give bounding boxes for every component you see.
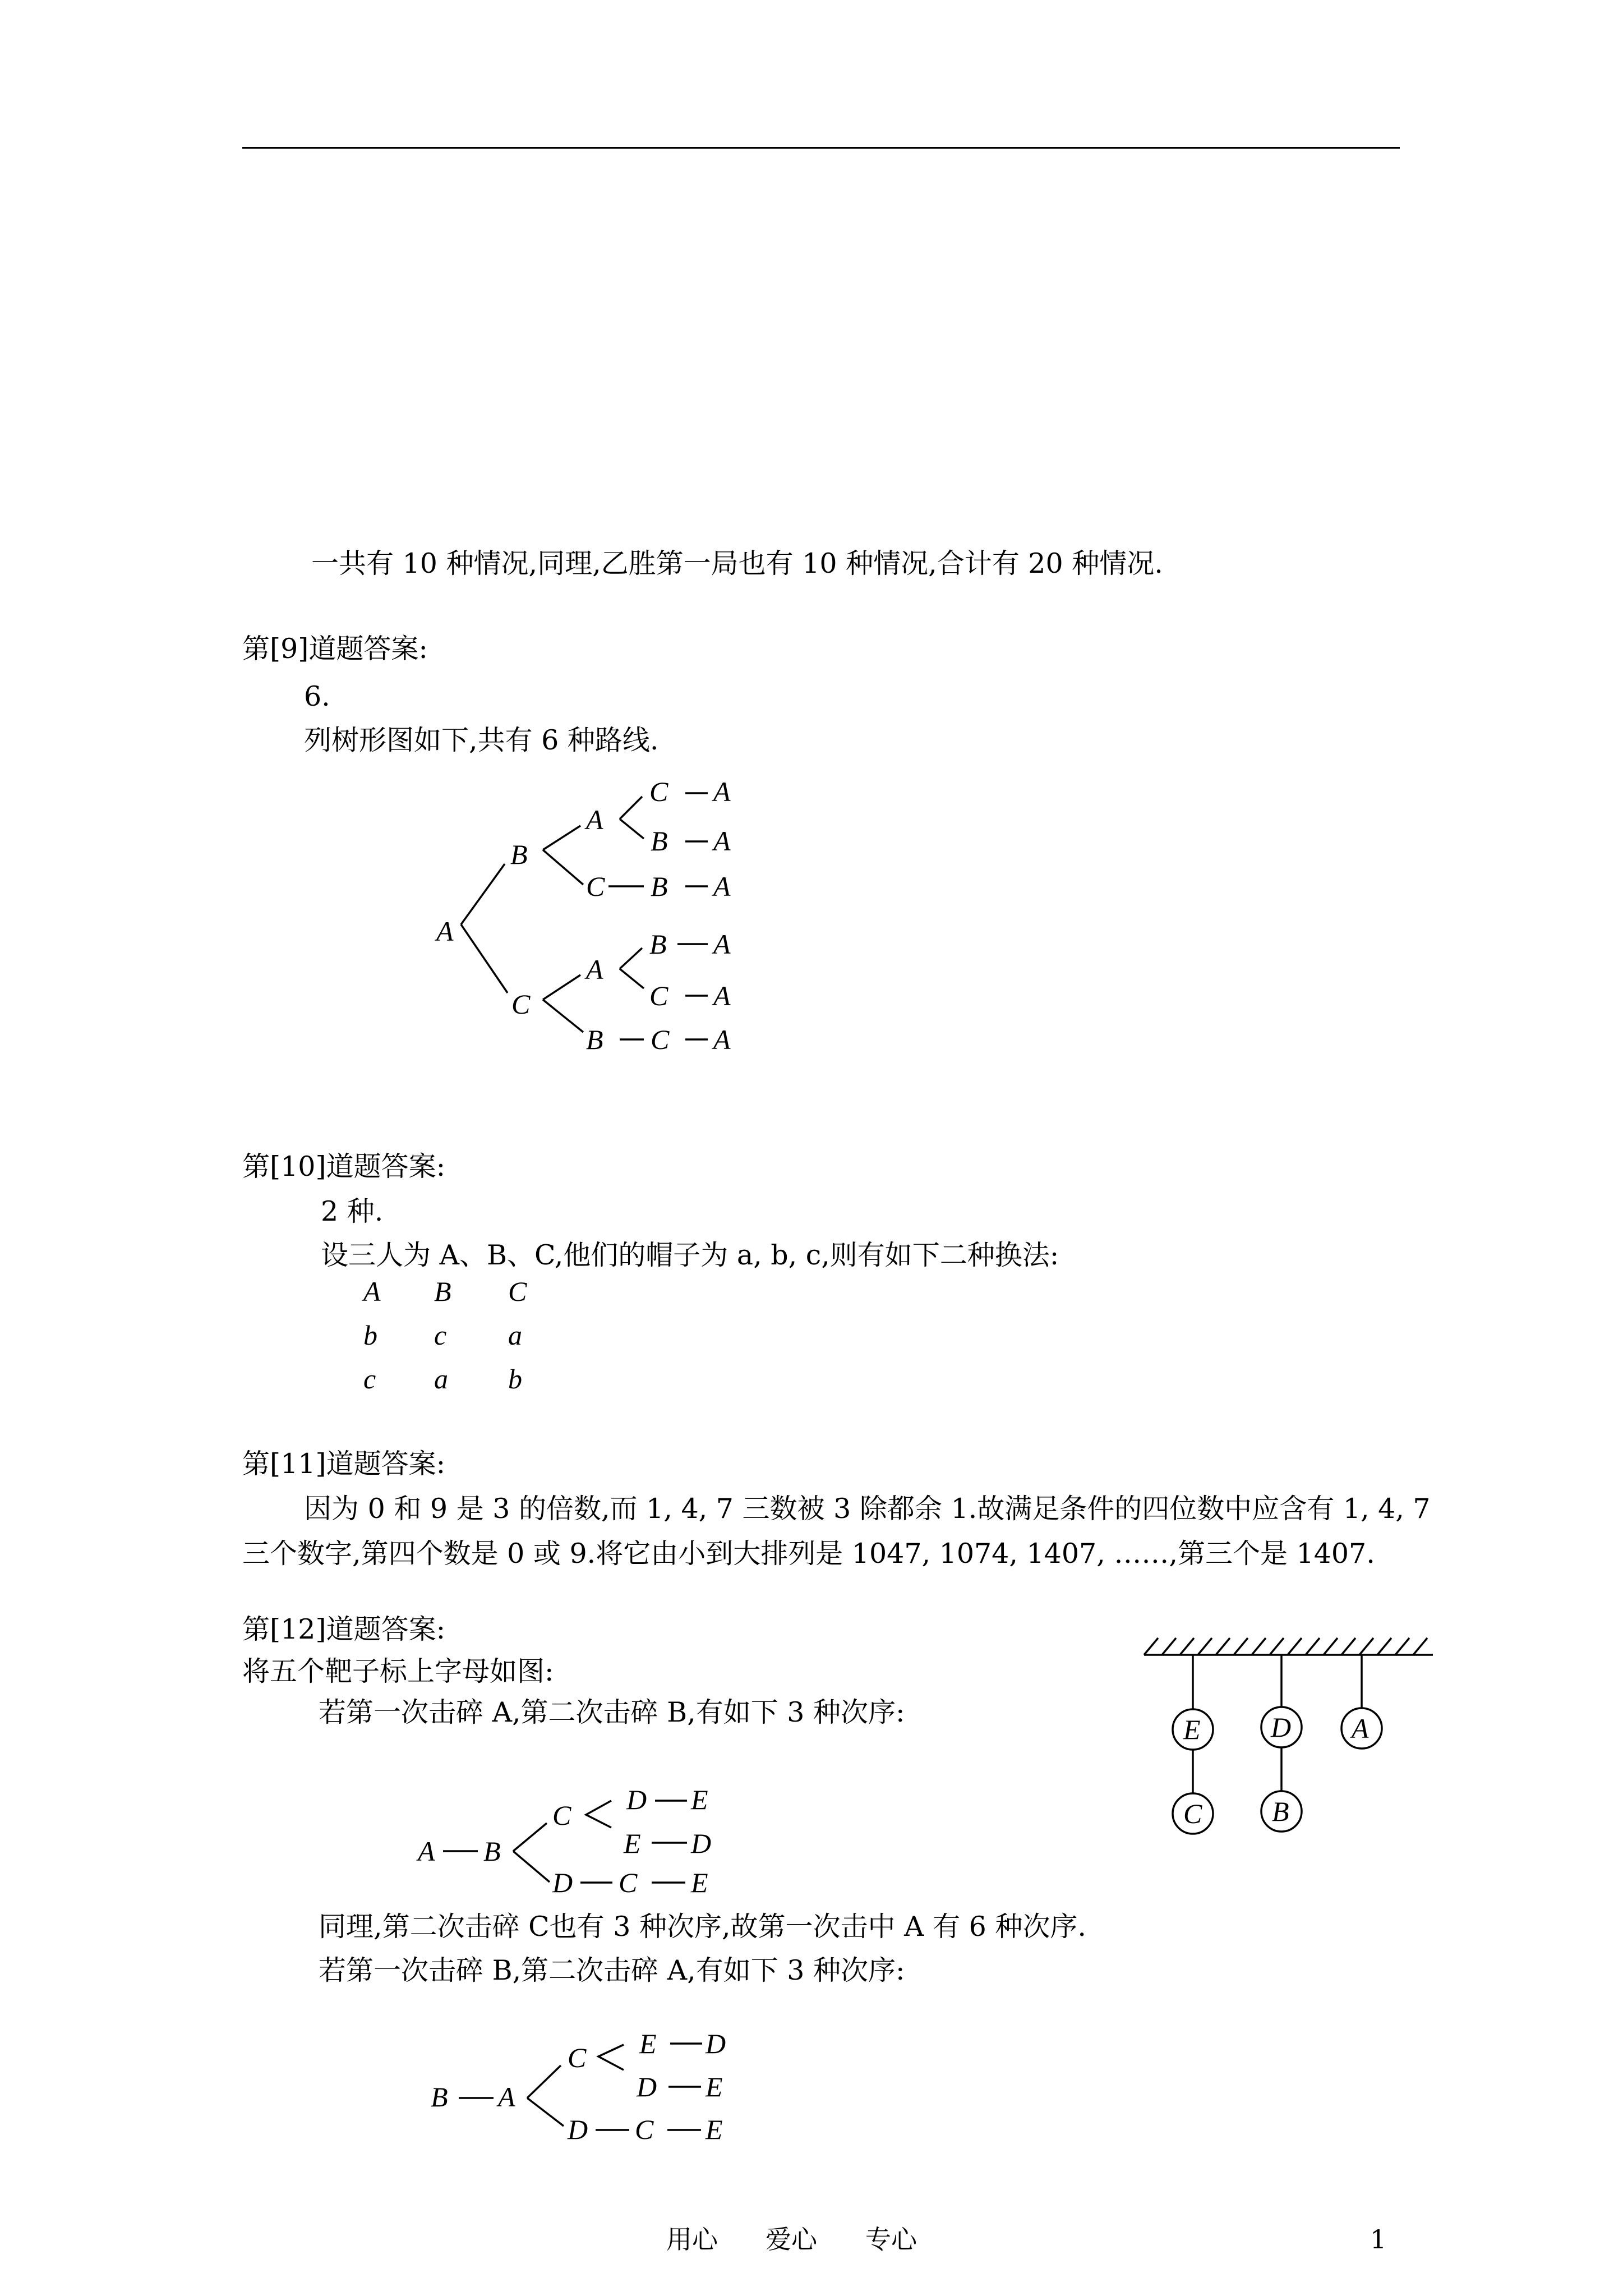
q12-t1-d2: E: [691, 1867, 708, 1898]
table-cell: b: [508, 1363, 522, 1395]
q10-answer: 2 种.: [321, 1195, 384, 1227]
q12-t1-c1b: E: [691, 1784, 708, 1815]
target-b: B: [1272, 1796, 1289, 1827]
q9-heading: 第[9]道题答案:: [242, 633, 428, 665]
q12-line1: 将五个靶子标上字母如图:: [242, 1655, 554, 1687]
q12-t2-second: A: [498, 2081, 515, 2113]
q12-line2: 若第一次击碎 A,第二次击碎 B,有如下 3 种次序:: [319, 1696, 905, 1728]
q12-t2-c2b: E: [706, 2071, 723, 2102]
ceiling-hatch: [1144, 1638, 1427, 1655]
q9-root: A: [436, 915, 454, 947]
table-cell: c: [434, 1319, 447, 1351]
q12-tree-1: [416, 1784, 711, 1898]
targets-diagram: [1144, 1638, 1433, 1834]
q12-tree-2: [431, 2028, 726, 2145]
q9-leaf-1b: A: [713, 776, 731, 807]
q12-t2-c1a: E: [639, 2028, 657, 2059]
footer-middle: 爱心: [766, 2224, 817, 2254]
q12-t1-c1a: D: [626, 1784, 647, 1815]
q11-line2: 三个数字,第四个数是 0 或 9.将它由小到大排列是 1047, 1074, 1407, ……,第三个是 1407.: [242, 1538, 1375, 1570]
q9-leaf-4b: A: [713, 928, 731, 960]
q9-leaf-2a: B: [651, 825, 668, 857]
q12-line4: 若第一次击碎 B,第二次击碎 A,有如下 3 种次序:: [319, 1954, 905, 1986]
q9-leaf-5a: C: [649, 980, 668, 1011]
q9-node-c: C: [511, 988, 531, 1020]
target-d: D: [1271, 1711, 1292, 1743]
q12-t1-c2a: E: [624, 1828, 641, 1859]
intro-line: 一共有 10 种情况,同理,乙胜第一局也有 10 种情况,合计有 20 种情况.: [311, 547, 1163, 579]
q12-heading: 第[12]道题答案:: [242, 1613, 446, 1645]
q12-line3: 同理,第二次击碎 C也有 3 种次序,故第一次击中 A 有 6 种次序.: [319, 1911, 1086, 1943]
table-row: [363, 1275, 588, 1309]
footer-right: 专心: [865, 2224, 917, 2254]
target-e: E: [1183, 1714, 1201, 1745]
q9-leaf-6b: A: [713, 1024, 731, 1055]
table-cell: B: [434, 1276, 451, 1307]
q12-t2-c2a: D: [637, 2071, 657, 2102]
q9-leaf-6a: C: [651, 1024, 670, 1055]
table-cell: A: [363, 1276, 381, 1307]
q9-explanation: 列树形图如下,共有 6 种路线.: [304, 724, 659, 756]
q11-line1: 因为 0 和 9 是 3 的倍数,而 1, 4, 7 三数被 3 除都余 1.故满足条件的四位数中应含有 1, 4, 7: [304, 1493, 1431, 1525]
q9-leaf-3a: B: [651, 871, 668, 902]
table-cell: c: [363, 1363, 376, 1395]
footer-left: 用心: [666, 2224, 718, 2254]
table-cell: a: [508, 1319, 522, 1351]
q12-t2-d2: E: [706, 2114, 723, 2145]
target-a: A: [1352, 1713, 1369, 1744]
q11-heading: 第[11]道题答案:: [242, 1448, 446, 1480]
q12-t1-d: D: [552, 1867, 573, 1898]
table-cell: b: [363, 1319, 377, 1351]
q12-t2-d1: C: [635, 2114, 654, 2145]
q12-t1-c: C: [552, 1800, 571, 1831]
q12-t1-c2b: D: [691, 1828, 712, 1859]
q10-explanation: 设三人为 A、B、C,他们的帽子为 a, b, c,则有如下二种换法:: [321, 1239, 1059, 1271]
q9-leaf-2b: A: [713, 825, 731, 857]
q9-answer: 6.: [304, 680, 330, 712]
q9-node-ca: A: [586, 954, 603, 985]
q9-node-ba: A: [586, 804, 603, 835]
q12-t2-c1b: D: [706, 2028, 726, 2059]
q12-t1-first: A: [418, 1835, 435, 1867]
q9-leaf-3b: A: [713, 871, 731, 902]
q12-t1-second: B: [483, 1835, 501, 1867]
target-c: C: [1183, 1798, 1202, 1829]
q12-t1-d1: C: [619, 1867, 638, 1898]
table-row: [363, 1319, 588, 1352]
table-cell: C: [508, 1276, 527, 1307]
q9-leaf-1a: C: [649, 776, 668, 807]
q12-t2-first: B: [431, 2081, 448, 2113]
q9-leaf-4a: B: [649, 928, 667, 960]
table-cell: a: [434, 1363, 448, 1395]
q9-node-bc: C: [586, 871, 605, 902]
q12-t2-c: C: [568, 2042, 587, 2073]
page-number: 1: [1370, 2224, 1387, 2254]
q10-heading: 第[10]道题答案:: [242, 1151, 446, 1182]
q9-node-b: B: [510, 839, 528, 870]
q9-node-cb: B: [586, 1024, 603, 1055]
q12-t2-d: D: [568, 2114, 588, 2145]
q9-tree: [435, 776, 731, 1055]
table-row: [363, 1363, 588, 1396]
q9-leaf-5b: A: [713, 980, 731, 1011]
